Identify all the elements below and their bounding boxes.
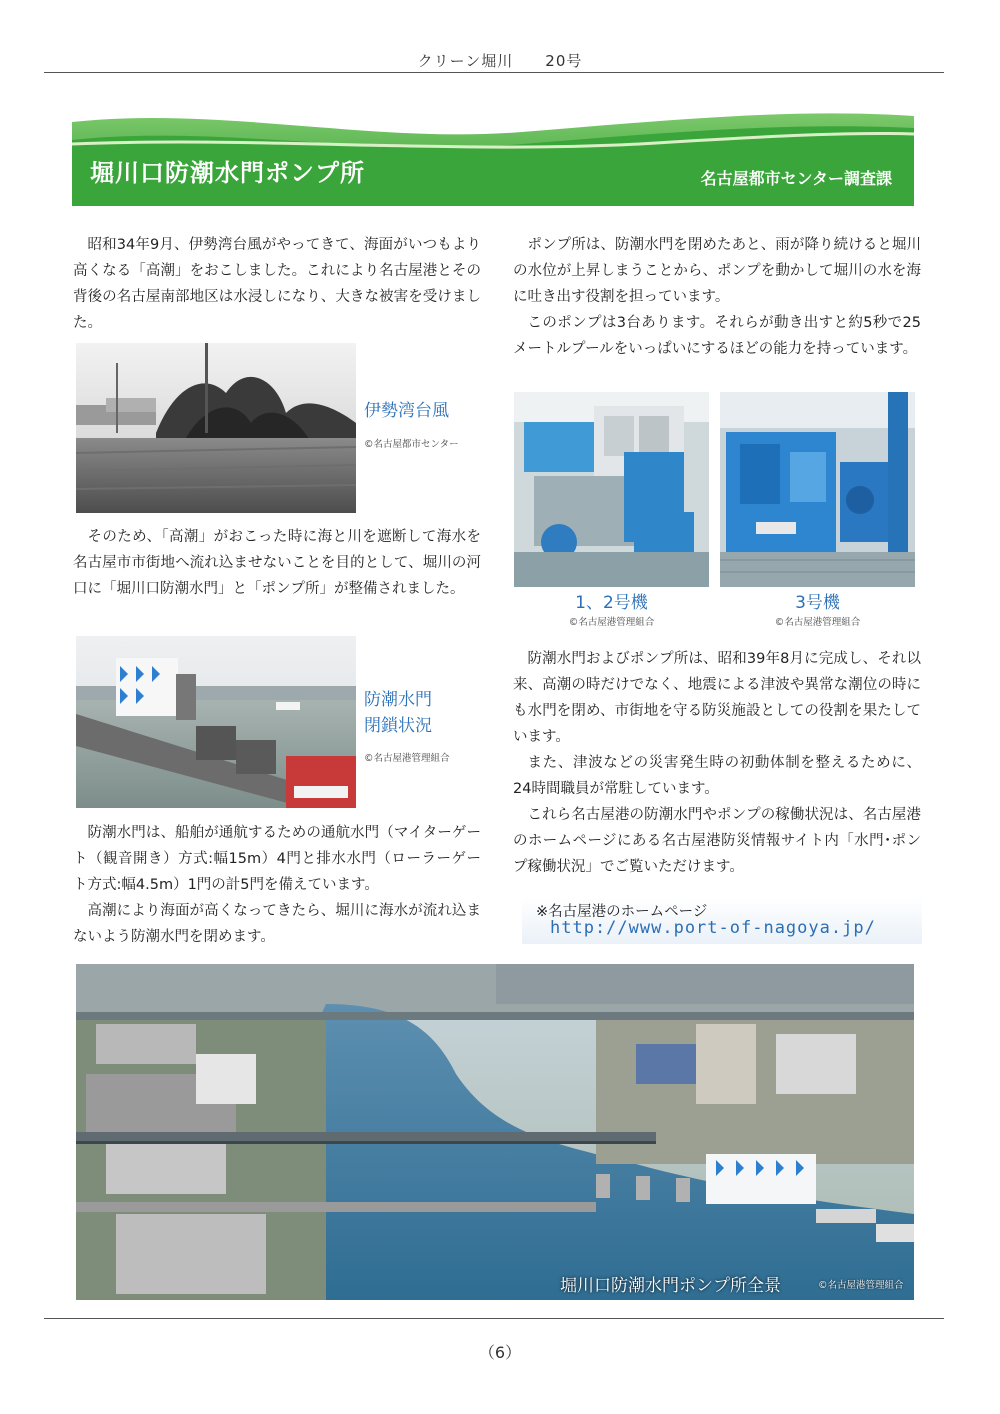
paragraph-text: また、津波などの災害発生時の初動体制を整えるために、24時間職員が常駐しています。 <box>513 755 921 797</box>
photo2-credit: ©名古屋港管理組合 <box>364 753 450 764</box>
left-para-2 <box>73 524 481 602</box>
right-para-1 <box>513 232 921 362</box>
photo1-credit: ©名古屋都市センター <box>364 439 459 450</box>
paragraph-text: 防潮水門は、船舶が通航するための通航水門（マイターゲート（観音開き）方式:幅15m）4門と排水水門（ローラーゲート方式:幅4.5m）1門の計5門を備えています。 <box>73 825 481 893</box>
panorama-caption: 堀川口防潮水門ポンプ所全景 <box>560 1276 781 1296</box>
title-banner <box>72 110 914 206</box>
footer-rule <box>44 1318 944 1319</box>
floodgate-closed-photo <box>76 636 356 808</box>
homepage-link[interactable]: http://www.port-of-nagoya.jp/ <box>550 918 876 938</box>
photo4-credit: ©名古屋港管理組合 <box>774 617 861 628</box>
url-box <box>522 898 922 944</box>
pump-1-2-photo <box>514 392 709 587</box>
paragraph-text: 高潮により海面が高くなってきたら、堀川に海水が流れ込まないよう防潮水門を閉めます。 <box>73 903 481 945</box>
left-para-1 <box>73 232 481 336</box>
paragraph-text: このポンプは3台あります。それらが動き出すと約5秒で25メートルプールをいっぱいにするほどの能力を持っています。 <box>513 315 921 357</box>
paragraph-text: 防潮水門およびポンプ所は、昭和39年8月に完成し、それ以来、高潮の時だけでなく、地震による津波や異常な潮位の時にも水門を閉め、市街地を守る防災施設としての役割を果たしています。 <box>513 651 921 745</box>
paragraph-text: 昭和34年9月、伊勢湾台風がやってきて、海面がいつもより高くなる「高潮」をおこしました。これにより名古屋港とその背後の名古屋南部地区は水浸しになり、大きな被害を受けました。 <box>73 237 481 331</box>
photo2-caption-line2: 閉鎖状況 <box>364 716 432 736</box>
paragraph-text: これら名古屋港の防潮水門やポンプの稼働状況は、名古屋港のホームページにある名古屋港防災情報サイト内「水門･ポンプ稼働状況」でご覧いただけます。 <box>513 807 921 875</box>
page-title: 堀川口防潮水門ポンプ所 <box>90 159 365 187</box>
department-label: 名古屋都市センター調査課 <box>700 169 892 188</box>
photo3-credit: ©名古屋港管理組合 <box>568 617 655 628</box>
page-number: （6） <box>478 1343 522 1362</box>
pump-3-photo <box>720 392 915 587</box>
panorama-photo <box>76 964 914 1300</box>
paragraph-text: ポンプ所は、防潮水門を閉めたあと、雨が降り続けると堀川の水位が上昇しまうことから、ポンプを動かして堀川の水を海に吐き出す役割を担っています。 <box>513 237 921 305</box>
panorama-credit: ©名古屋港管理組合 <box>818 1280 904 1291</box>
header-rule <box>44 72 944 73</box>
left-para-3 <box>73 820 481 950</box>
homepage-note: ※名古屋港のホームページ <box>536 904 708 920</box>
photo4-caption: 3号機 <box>795 593 840 613</box>
photo3-caption: 1、2号機 <box>575 593 648 613</box>
photo1-caption: 伊勢湾台風 <box>364 401 449 421</box>
paragraph-text: そのため、「高潮」がおこった時に海と川を遮断して海水を名古屋市市街地へ流れ込ませないことを目的として、堀川の河口に「堀川口防潮水門」と「ポンプ所」が整備されました。 <box>73 529 481 597</box>
right-para-2 <box>513 646 921 880</box>
isewan-typhoon-photo <box>76 343 356 513</box>
newsletter-header: クリーン堀川 20号 <box>417 52 583 70</box>
photo2-caption-line1: 防潮水門 <box>364 690 432 710</box>
